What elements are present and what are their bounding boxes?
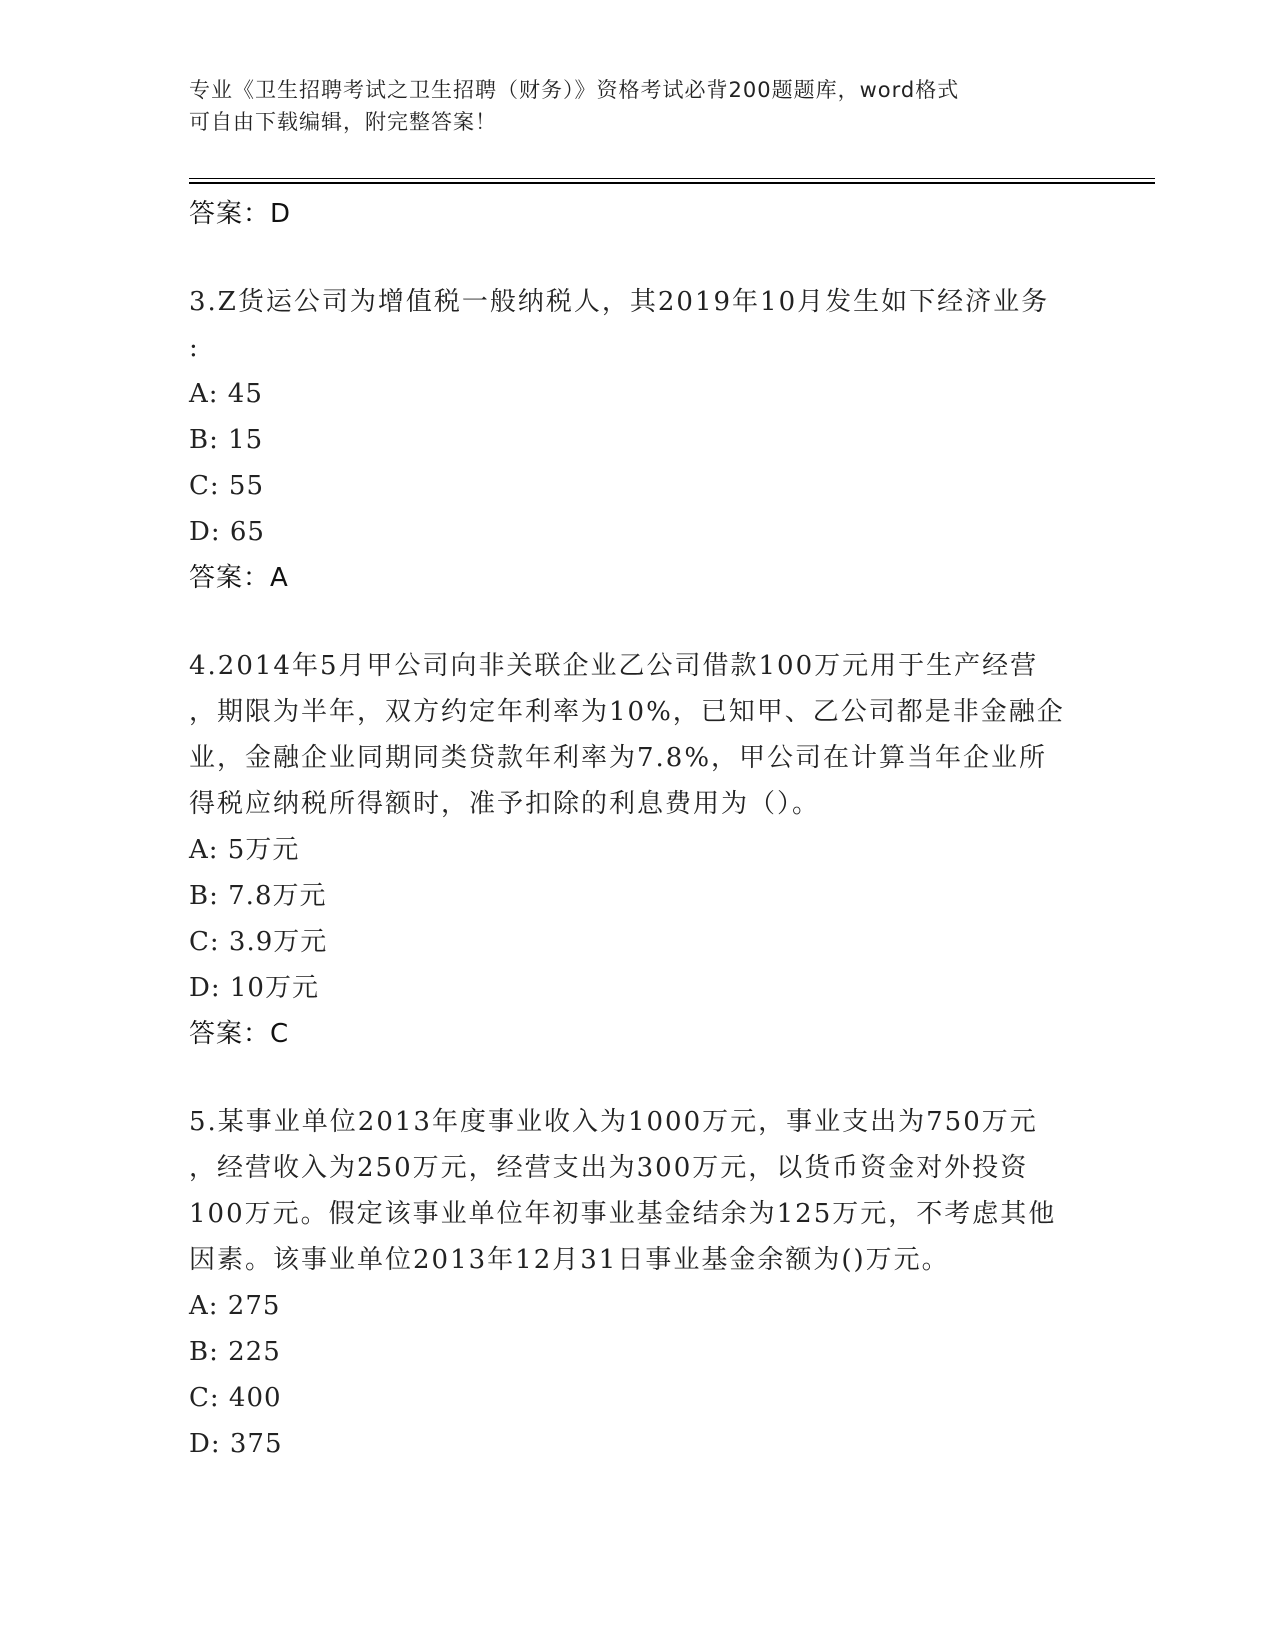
question-text-line: ，经营收入为250万元，经营支出为300万元，以货币资金对外投资 bbox=[189, 1153, 1029, 1183]
question-text-line: 得税应纳税所得额时，准予扣除的利息费用为（）。 bbox=[189, 789, 821, 819]
option-b: B: 7.8万元 bbox=[189, 881, 327, 911]
question-text-line: 3.Z货运公司为增值税一般纳税人，其2019年10月发生如下经济业务 bbox=[189, 287, 1050, 317]
question-list bbox=[189, 191, 1089, 1467]
answer-line: 答案：C bbox=[189, 1019, 290, 1049]
option-b: B: 15 bbox=[189, 425, 264, 455]
header-rule-thin bbox=[189, 178, 1155, 179]
document-header bbox=[189, 74, 1089, 138]
question-text-line: : bbox=[189, 333, 200, 363]
question-text-line: 因素。该事业单位2013年12月31日事业基金余额为()万元。 bbox=[189, 1245, 950, 1275]
question-text-line: ，期限为半年，双方约定年利率为10%，已知甲、乙公司都是非金融企 bbox=[189, 697, 1065, 727]
header-line-2: 可自由下载编辑，附完整答案！ bbox=[189, 110, 497, 134]
option-d: D: 375 bbox=[189, 1429, 283, 1459]
option-a: A: 275 bbox=[189, 1291, 281, 1321]
question-3 bbox=[189, 279, 1089, 371]
option-d: D: 10万元 bbox=[189, 973, 319, 1003]
answer-line: 答案：D bbox=[189, 199, 292, 229]
option-c: C: 400 bbox=[189, 1383, 282, 1413]
option-c: C: 55 bbox=[189, 471, 265, 501]
question-text-line: 100万元。假定该事业单位年初事业基金结余为125万元，不考虑其他 bbox=[189, 1199, 1057, 1229]
header-rule-thick bbox=[189, 182, 1155, 184]
question-5 bbox=[189, 1099, 1089, 1283]
question-text-line: 业，金融企业同期同类贷款年利率为7.8%，甲公司在计算当年企业所 bbox=[189, 743, 1048, 773]
question-text-line: 5.某事业单位2013年度事业收入为1000万元，事业支出为750万元 bbox=[189, 1107, 1038, 1137]
option-c: C: 3.9万元 bbox=[189, 927, 328, 957]
answer-line: 答案：A bbox=[189, 563, 289, 593]
option-a: A: 5万元 bbox=[189, 835, 300, 865]
option-d: D: 65 bbox=[189, 517, 265, 547]
question-text-line: 4.2014年5月甲公司向非关联企业乙公司借款100万元用于生产经营 bbox=[189, 651, 1039, 681]
question-4 bbox=[189, 643, 1089, 827]
header-line-1: 专业《卫生招聘考试之卫生招聘（财务）》资格考试必背200题题库，word格式 bbox=[189, 78, 960, 102]
option-b: B: 225 bbox=[189, 1337, 281, 1367]
option-a: A: 45 bbox=[189, 379, 263, 409]
